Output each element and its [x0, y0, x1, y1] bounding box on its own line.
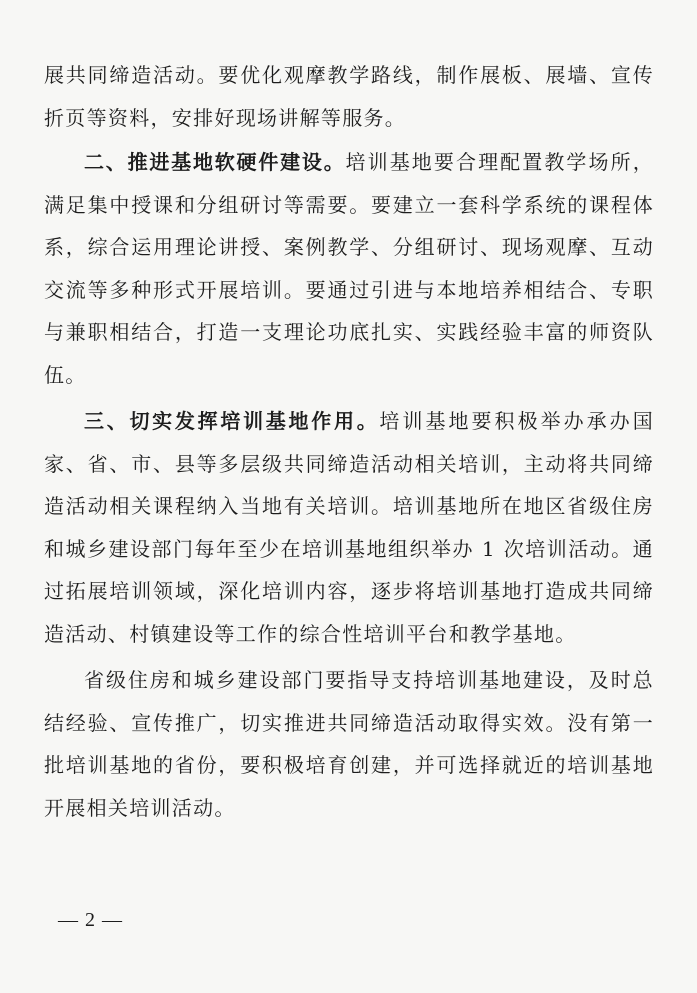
- section-heading-three: 三、切实发挥培训基地作用。: [84, 409, 380, 433]
- paragraph-text: 培训基地要合理配置教学场所，满足集中授课和分组研讨等需要。要建立一套科学系统的课程体系，综合运用理论讲授、案例教学、分组研讨、现场观摩、互动交流等多种形式开展培训。要通过引进与本地培养相结合、专职与兼职相结合，打造一支理论功底扎实、实践经验丰富的师资队伍。: [44, 150, 655, 387]
- section-heading-two: 二、推进基地软硬件建设。: [84, 150, 346, 174]
- paragraph-text: 省级住房和城乡建设部门要指导支持培训基地建设，及时总结经验、宣传推广，切实推进共同缔造活动取得实效。没有第一批培训基地的省份，要积极培育创建，并可选择就近的培训基地开展相关培训活动。: [44, 668, 654, 820]
- paragraph-closing: [44, 659, 654, 829]
- paragraph-continuation: [44, 54, 654, 139]
- page-number: — 2 —: [58, 909, 123, 931]
- paragraph-section-three: [44, 400, 654, 655]
- paragraph-section-two: [44, 141, 654, 396]
- paragraph-text: 展共同缔造活动。要优化观摩教学路线，制作展板、展墙、宣传折页等资料，安排好现场讲解等服务。: [44, 63, 654, 130]
- paragraph-text: 培训基地要积极举办承办国家、省、市、县等多层级共同缔造活动相关培训，主动将共同缔造活动相关课程纳入当地有关培训。培训基地所在地区省级住房和城乡建设部门每年至少在培训基地组织举办 1 次培训活动。通过拓展培训领域，深化培训内容，逐步将培训基地打造成共同缔造活动、村镇建设等工作的综合性培训平台和教学基地。: [44, 409, 654, 646]
